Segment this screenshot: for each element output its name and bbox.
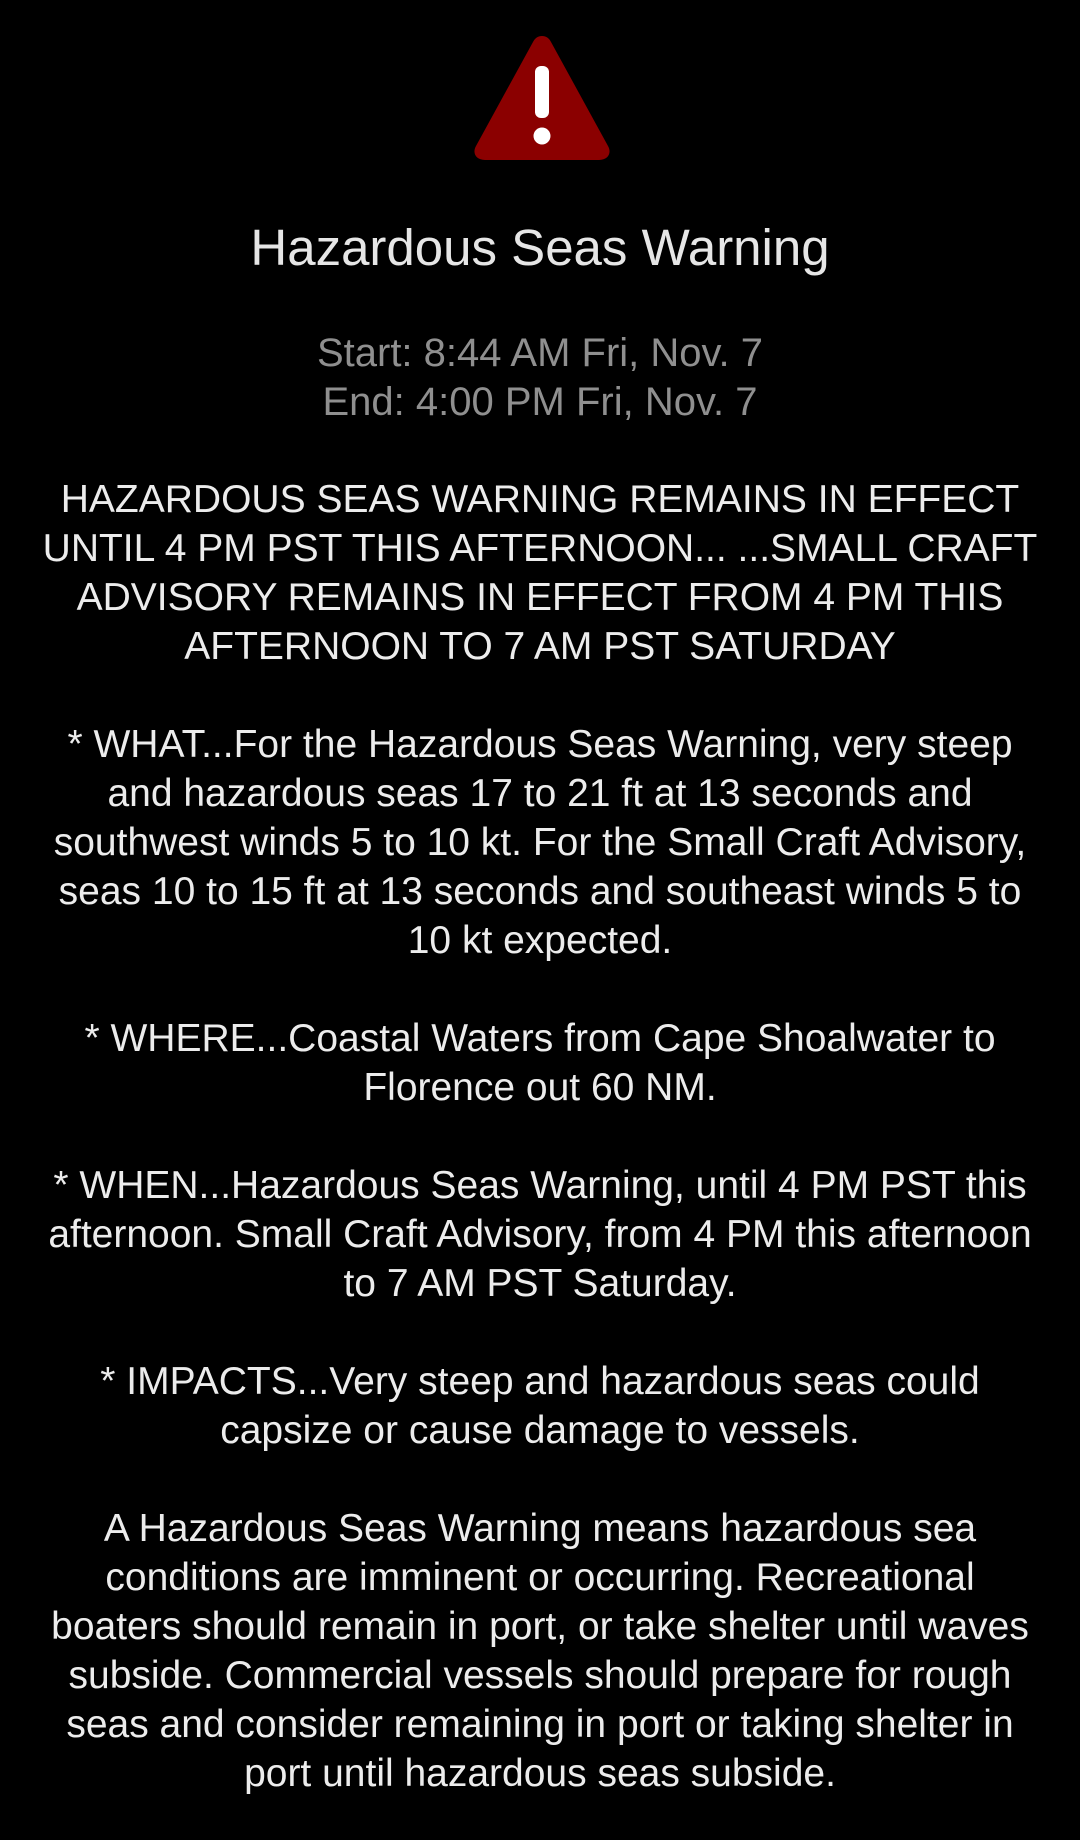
alert-title: Hazardous Seas Warning	[250, 219, 830, 276]
alert-description	[40, 475, 1040, 1798]
alert-time-range	[0, 329, 1080, 427]
when-paragraph: * WHEN...Hazardous Seas Warning, until 4 PM PST this afternoon. Small Craft Advisory, from 4 PM this afternoon to 7 AM PST Saturday.	[48, 1164, 1032, 1305]
where-paragraph: * WHERE...Coastal Waters from Cape Shoalwater to Florence out 60 NM.	[84, 1017, 996, 1109]
headline-paragraph: HAZARDOUS SEAS WARNING REMAINS IN EFFECT UNTIL 4 PM PST THIS AFTERNOON... ...SMALL CRAFT ADVISORY REMAINS IN EFFECT FROM 4 PM THIS AFTERNOON TO 7 AM PST SATURDAY	[42, 478, 1038, 668]
end-time: End: 4:00 PM Fri, Nov. 7	[322, 380, 758, 424]
warning-triangle-icon	[472, 32, 612, 162]
start-time: Start: 8:44 AM Fri, Nov. 7	[316, 331, 764, 375]
what-paragraph: * WHAT...For the Hazardous Seas Warning, very steep and hazardous seas 17 to 21 ft at 13 seconds and southwest winds 5 to 10 kt. For the Small Craft Advisory, seas 10 to 15 ft at 13 seconds and southeast winds 5 to 10 kt expected.	[53, 723, 1027, 962]
definition-paragraph: A Hazardous Seas Warning means hazardous sea conditions are imminent or occurring. Recreational boaters should remain in port, or take shelter until waves subside. Commercial vessels should prepare for rough seas and consider remaining in port or taking shelter in port until hazardous seas subside.	[51, 1507, 1029, 1795]
impacts-paragraph: * IMPACTS...Very steep and hazardous seas could capsize or cause damage to vessels.	[100, 1360, 980, 1452]
